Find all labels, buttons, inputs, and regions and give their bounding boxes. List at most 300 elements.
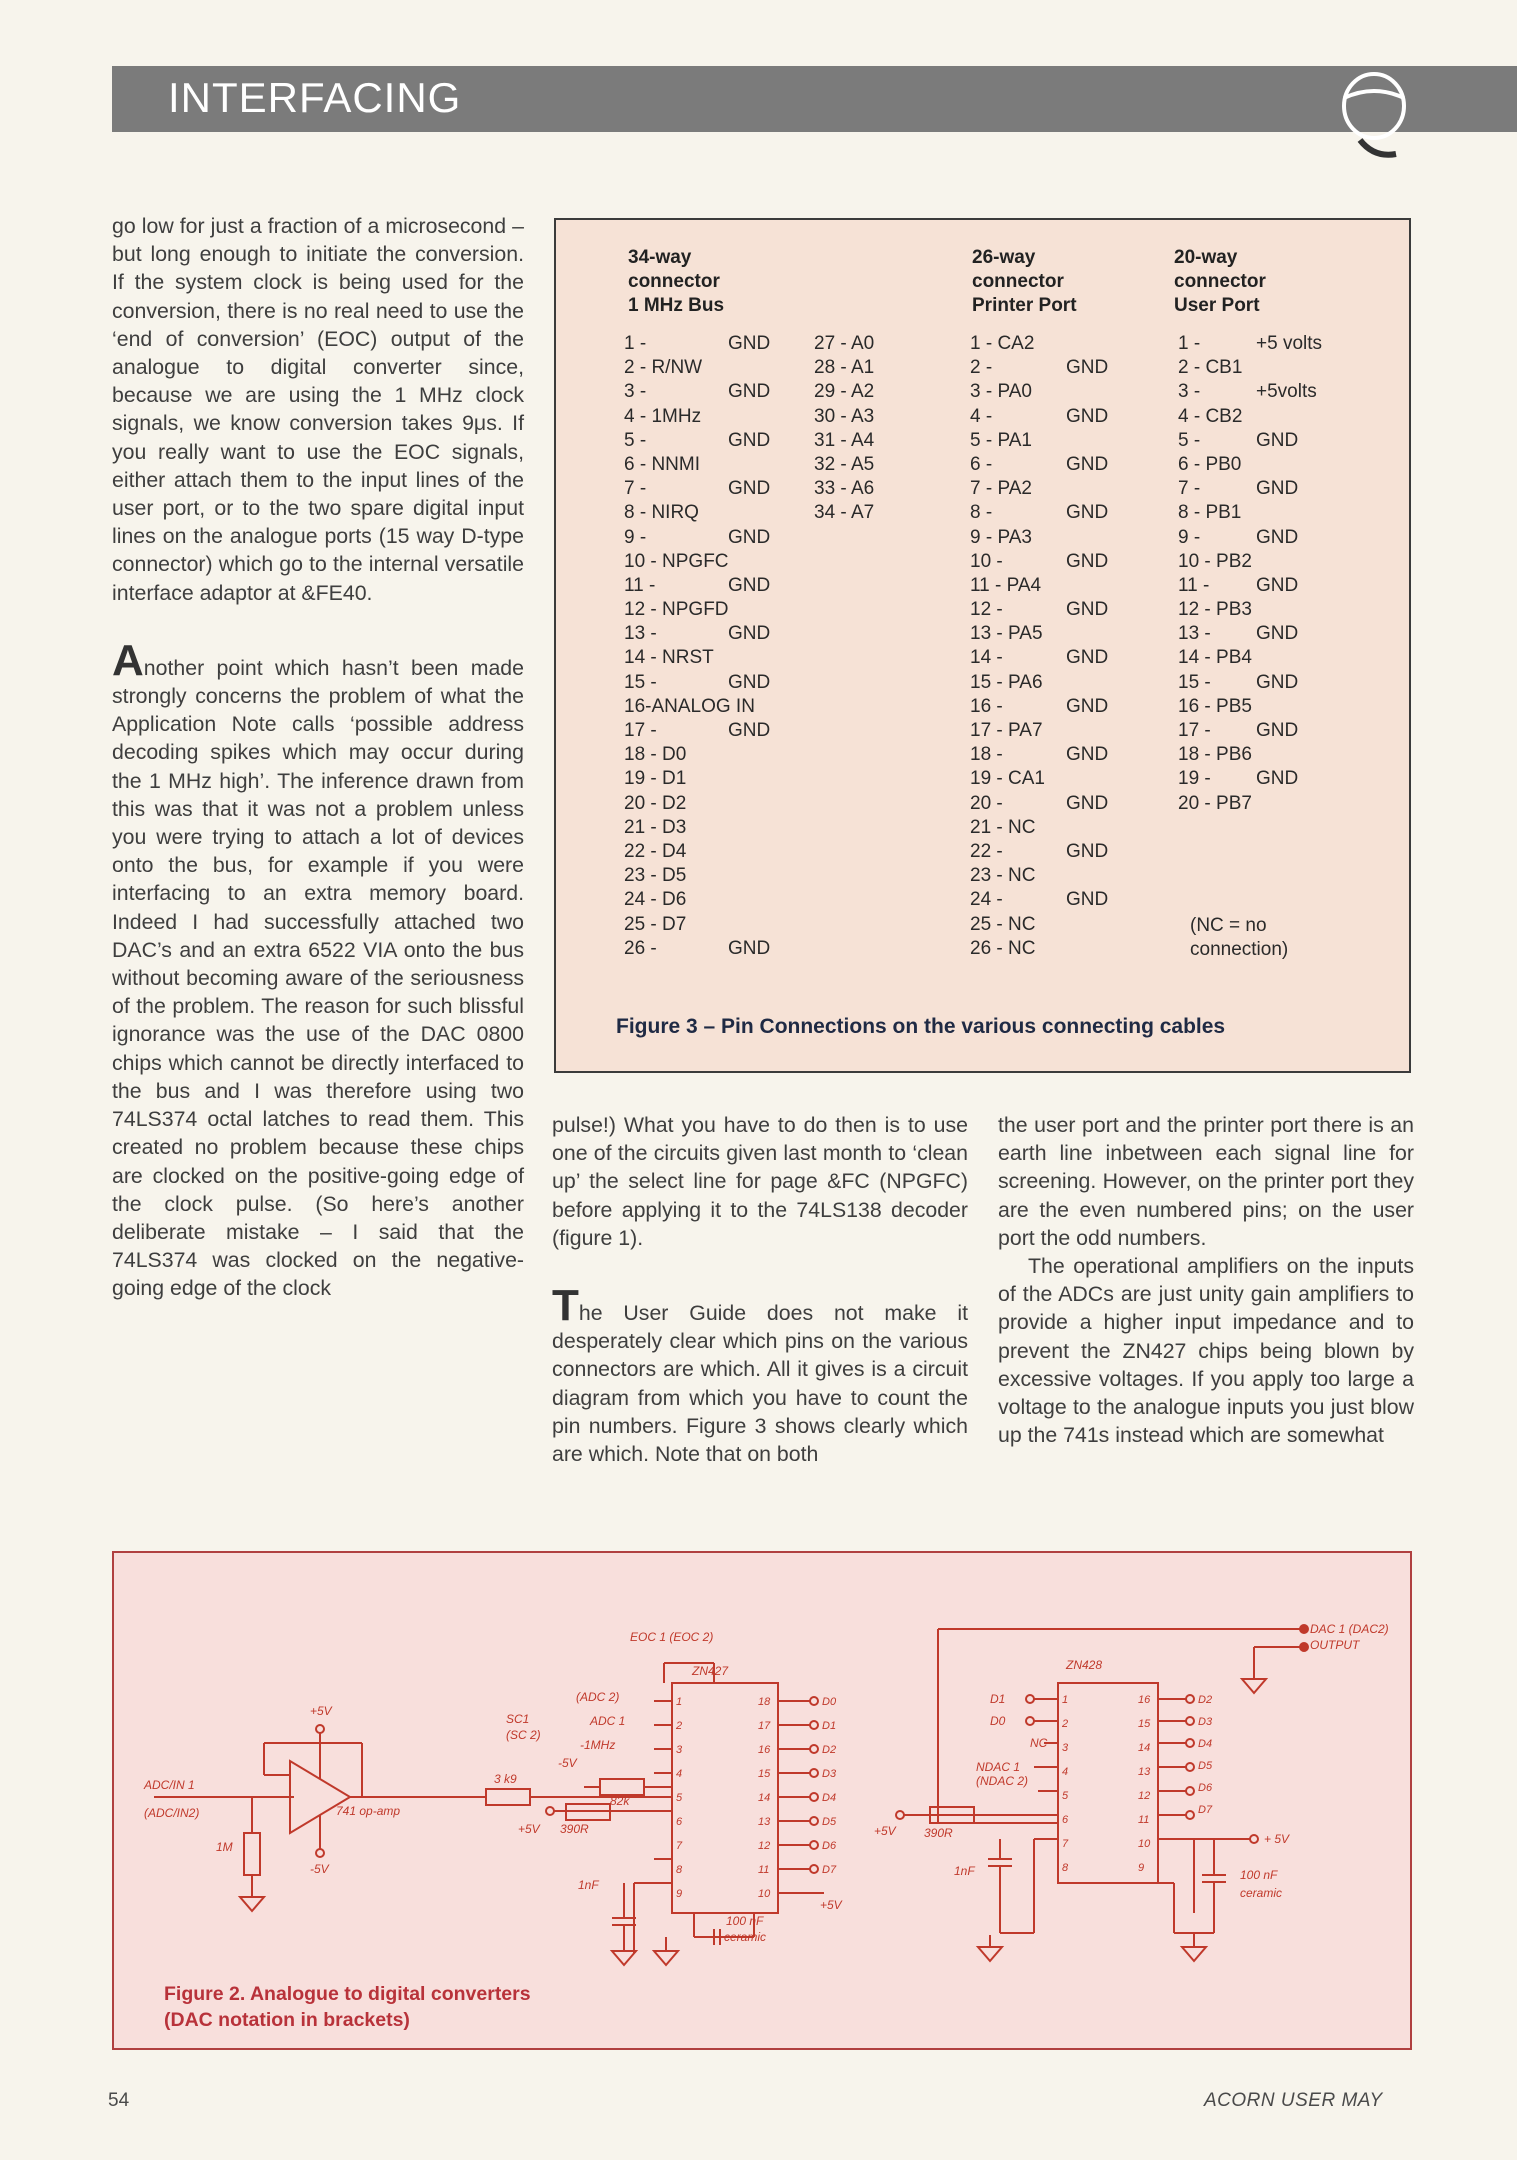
zn428-pin-number: 14: [1138, 1742, 1151, 1754]
plus5v-b-label: +5V: [518, 1822, 540, 1836]
pin-signal: GND: [728, 526, 771, 548]
pin-row: [814, 380, 914, 404]
page-number: 54: [108, 2090, 130, 2111]
pin-signal: GND: [1256, 429, 1299, 451]
pin-row: [1178, 501, 1358, 525]
bus-pin-list: [624, 332, 774, 961]
zn427-pin-number: 13: [758, 1816, 771, 1828]
note-line: (NC = no: [1190, 915, 1267, 936]
pin-row: [814, 356, 914, 380]
text-column-middle: [552, 1111, 968, 1468]
bus-header: [628, 246, 724, 318]
pin-row: [1178, 719, 1358, 743]
zn428-data-label: D2: [1198, 1694, 1213, 1706]
zn428-label: ZN428: [1066, 1658, 1103, 1672]
pin-signal: GND: [1256, 478, 1299, 500]
zn428-pin-number: 13: [1138, 1766, 1151, 1778]
pin-row: [1178, 332, 1358, 356]
pin-row: [624, 888, 774, 912]
nc-note: [1190, 914, 1288, 962]
pin-label: 10 -: [970, 550, 1003, 572]
pin-row: [1178, 453, 1358, 477]
pin-label: 32 - A5: [814, 453, 875, 475]
capacitor-100nf-label: 100 nF: [726, 1914, 764, 1928]
pin-label: 11 -: [624, 574, 656, 596]
pin-row: [970, 816, 1120, 840]
pin-row: [1178, 598, 1358, 622]
zn428-pin-number: 10: [1138, 1838, 1151, 1850]
pin-row: [624, 816, 774, 840]
drop-cap: T: [552, 1281, 579, 1331]
plus5v-d-label: + 5V: [1264, 1832, 1290, 1846]
pin-label: 25 - NC: [970, 913, 1036, 935]
zn427-pin-number: 15: [758, 1768, 771, 1780]
zn428-pin-number: 11: [1138, 1814, 1150, 1826]
pin-row: [970, 864, 1120, 888]
pin-signal: GND: [728, 623, 771, 645]
capacitor-100nf-b-label: 100 nF: [1240, 1868, 1278, 1882]
pin-row: [814, 405, 914, 429]
pin-label: 16 - PB5: [1178, 695, 1252, 717]
header-line: Printer Port: [972, 295, 1077, 316]
pin-row: [624, 429, 774, 453]
pin-label: 4 - CB2: [1178, 405, 1243, 427]
pin-row: [970, 622, 1120, 646]
pin-label: 28 - A1: [814, 357, 875, 379]
zn428-pin-number: 1: [1062, 1694, 1069, 1706]
pin-row: [1178, 526, 1358, 550]
zn428-pin-number: 15: [1138, 1718, 1151, 1730]
mhz-label: -1MHz: [580, 1738, 616, 1752]
capacitor-1nf-b-label: 1nF: [954, 1864, 975, 1878]
header-line: connector: [972, 271, 1064, 292]
pin-row: [1178, 380, 1358, 404]
zn427-output-label: D1: [822, 1720, 837, 1732]
pin-row: [970, 405, 1120, 429]
pin-signal: +5 volts: [1256, 333, 1323, 354]
pin-row: [624, 501, 774, 525]
pin-signal: GND: [728, 381, 771, 403]
pin-row: [624, 743, 774, 767]
pin-label: 21 - D3: [624, 816, 687, 838]
pin-row: [1178, 767, 1358, 791]
pin-label: 13 - PA5: [970, 623, 1043, 645]
magazine-name: ACORN USER MAY: [1204, 2090, 1383, 2111]
pin-label: 11 - PA4: [970, 574, 1042, 596]
user-pin-list: [1178, 332, 1358, 816]
bus-pin-list-2: [814, 332, 914, 526]
pin-label: 4 -: [970, 405, 993, 427]
pin-row: [970, 332, 1120, 356]
dac-output-label: DAC 1 (DAC2): [1310, 1622, 1389, 1636]
pin-label: 27 - A0: [814, 333, 875, 354]
adc2-label: (ADC 2): [576, 1690, 620, 1704]
pin-label: 12 -: [970, 599, 1003, 621]
pin-signal: GND: [1256, 574, 1299, 596]
pin-label: 18 - D0: [624, 744, 687, 766]
pin-row: [970, 453, 1120, 477]
header-line: 1 MHz Bus: [628, 295, 725, 316]
pin-signal: GND: [1256, 720, 1299, 741]
input-label: ADC/IN 1: [144, 1778, 195, 1792]
acorn-logo-icon: [1330, 62, 1420, 160]
pin-row: [624, 550, 774, 574]
pin-label: 6 - PB0: [1178, 453, 1242, 475]
pin-row: [970, 792, 1120, 816]
pin-label: 24 - D6: [624, 889, 687, 911]
pin-row: [624, 526, 774, 550]
d0-label: D0: [990, 1714, 1006, 1728]
d1-label: D1: [990, 1692, 1006, 1706]
pin-label: 9 - PA3: [970, 526, 1032, 548]
pin-label: 6 - NNMI: [624, 453, 700, 475]
zn428-data-label: D3: [1198, 1716, 1213, 1728]
pin-row: [970, 501, 1120, 525]
eoc-label: EOC 1 (EOC 2): [630, 1630, 714, 1644]
zn428-data-label: D6: [1198, 1782, 1213, 1794]
pin-row: [970, 719, 1120, 743]
pin-signal: GND: [728, 720, 771, 741]
zn427-pin-number: 2: [676, 1720, 683, 1732]
zn427-pin-number: 6: [676, 1816, 683, 1828]
sc1-label: SC1: [506, 1712, 530, 1726]
paragraph: go low for just a fraction of a microsecond – but long enough to initiate the conversion. If the system clock is being used for the conversion, there is no real need to use the ‘end of conversion’ (EOC) output of the analogue to digital converter since, because we are using the 1 MHz clock signals, we know conversion takes 9μs. If you really want to use the EOC signals, either attach them to the input lines of the user port, or to the two spare digital input lines on the analogue ports (15 way D-type connector) which go to the internal versatile interface adaptor at &FE40.: [112, 214, 524, 605]
pin-label: 1 -: [624, 333, 647, 354]
zn428-data-label: D5: [1198, 1760, 1213, 1772]
minus5v-label: -5V: [310, 1862, 329, 1876]
header-line: 20-way: [1174, 247, 1238, 268]
pin-row: [970, 888, 1120, 912]
zn427-pin-number: 9: [676, 1888, 683, 1900]
adc1-label: ADC 1: [590, 1714, 626, 1728]
pin-row: [970, 913, 1120, 937]
pin-row: [624, 380, 774, 404]
header-line: 26-way: [972, 247, 1036, 268]
zn428-data-label: D7: [1198, 1804, 1213, 1816]
pin-row: [814, 332, 914, 356]
pin-signal: GND: [1066, 405, 1109, 427]
pin-row: [624, 477, 774, 501]
pin-signal: GND: [1066, 889, 1109, 911]
pin-label: 24 -: [970, 889, 1003, 911]
text-column-right: [998, 1111, 1414, 1449]
pin-label: 5 -: [624, 429, 647, 451]
pin-signal: GND: [1066, 599, 1109, 621]
zn427-pin-number: 1: [676, 1696, 683, 1708]
pin-signal: GND: [1256, 768, 1299, 790]
pin-label: 18 - PB6: [1178, 744, 1252, 766]
pin-signal: GND: [728, 478, 771, 500]
pin-label: 19 -: [1178, 768, 1211, 790]
pin-row: [624, 937, 774, 961]
pin-label: 8 - NIRQ: [624, 502, 699, 524]
pin-signal: GND: [1066, 357, 1109, 379]
pin-row: [970, 380, 1120, 404]
pin-label: 16-ANALOG IN: [624, 695, 755, 717]
pin-row: [624, 695, 774, 719]
pin-label: 19 - CA1: [970, 768, 1045, 790]
pin-label: 18 -: [970, 744, 1003, 766]
pin-label: 11 -: [1178, 574, 1210, 596]
pin-row: [624, 767, 774, 791]
zn428-pin-number: 6: [1062, 1814, 1069, 1826]
pin-row: [1178, 477, 1358, 501]
pin-label: 3 -: [1178, 381, 1201, 403]
pin-label: 7 - PA2: [970, 478, 1032, 500]
pin-label: 8 - PB1: [1178, 502, 1242, 524]
zn427-pin-number: 16: [758, 1744, 771, 1756]
pin-row: [624, 405, 774, 429]
pin-label: 22 - D4: [624, 840, 687, 862]
figure-3-caption: Figure 3 – Pin Connections on the various connecting cables: [616, 1015, 1226, 1038]
pin-label: 1 -: [1178, 333, 1201, 354]
pin-label: 3 - PA0: [970, 381, 1032, 403]
capacitor-1nf-label: 1nF: [578, 1878, 599, 1892]
zn427-pin-number: 10: [758, 1888, 771, 1900]
paragraph-dropcap: [112, 635, 524, 1303]
pin-row: [1178, 550, 1358, 574]
zn427-pin-number: 7: [676, 1840, 683, 1852]
opamp-label: 741 op-amp: [336, 1804, 401, 1818]
pin-label: 17 -: [624, 720, 657, 741]
pin-row: [970, 356, 1120, 380]
pin-row: [970, 550, 1120, 574]
pin-row: [1178, 429, 1358, 453]
pin-label: 15 -: [1178, 671, 1211, 693]
plus5v-out-label: +5V: [820, 1898, 842, 1912]
ceramic-b-label: ceramic: [1240, 1886, 1283, 1900]
header-line: 34-way: [628, 247, 692, 268]
pin-label: 17 - PA7: [970, 720, 1043, 741]
pin-row: [624, 453, 774, 477]
zn427-label: ZN427: [692, 1664, 729, 1678]
pin-label: 2 - R/NW: [624, 357, 703, 379]
pin-label: 17 -: [1178, 720, 1211, 741]
pin-label: 14 - NRST: [624, 647, 714, 669]
printer-header: [972, 246, 1077, 318]
pin-label: 10 - NPGFC: [624, 550, 729, 572]
pin-row: [1178, 646, 1358, 670]
pin-row: [814, 453, 914, 477]
pin-label: 20 - PB7: [1178, 792, 1252, 814]
pin-signal: GND: [1256, 526, 1299, 548]
pin-row: [624, 792, 774, 816]
pin-row: [1178, 792, 1358, 816]
section-title: INTERFACING: [168, 74, 462, 121]
pin-row: [1178, 622, 1358, 646]
pin-row: [624, 598, 774, 622]
user-header: [1174, 246, 1266, 318]
pin-signal: GND: [1066, 744, 1109, 766]
ceramic-label: ceramic: [724, 1930, 767, 1944]
pin-label: 4 - 1MHz: [624, 405, 702, 427]
pin-row: [1178, 356, 1358, 380]
pin-signal: GND: [728, 937, 771, 959]
zn428-pin-number: 2: [1062, 1718, 1069, 1730]
zn427-pin-number: 5: [676, 1792, 683, 1804]
pin-row: [970, 429, 1120, 453]
pin-row: [1178, 574, 1358, 598]
pin-label: 15 -: [624, 671, 657, 693]
pin-label: 13 -: [624, 623, 657, 645]
drop-cap: A: [112, 635, 144, 685]
pin-row: [970, 671, 1120, 695]
pin-row: [970, 574, 1120, 598]
pin-label: 26 - NC: [970, 937, 1036, 959]
pin-row: [970, 743, 1120, 767]
zn427-pin-number: 8: [676, 1864, 683, 1876]
pin-label: 14 - PB4: [1178, 647, 1252, 669]
zn427-output-label: D5: [822, 1816, 837, 1828]
ndac2-label: (NDAC 2): [976, 1774, 1029, 1788]
zn428-data-label: D4: [1198, 1738, 1213, 1750]
pin-row: [624, 574, 774, 598]
output-label: OUTPUT: [1310, 1638, 1360, 1652]
paragraph: the user port and the printer port there is an earth line inbetween each signal line for screening. However, on the printer port they are the even numbered pins; on the user port the odd numbers.: [998, 1113, 1414, 1250]
figure-2-schematic: [112, 1551, 1412, 2050]
paragraph: The operational amplifiers on the inputs of the ADCs are just unity gain amplifiers to provide a higher input impedance and to prevent the ZN427 chips being blown by excessive voltages. If you apply too large a voltage to the analogue inputs you just blow up the 741s instead which are somewhat: [998, 1254, 1414, 1448]
pin-row: [624, 864, 774, 888]
pin-signal: GND: [1066, 647, 1109, 669]
zn428-pin-number: 7: [1062, 1838, 1069, 1850]
pin-label: 9 -: [624, 526, 647, 548]
pin-signal: +5volts: [1256, 381, 1317, 403]
pin-row: [970, 767, 1120, 791]
sc2-label: (SC 2): [506, 1728, 541, 1742]
pin-signal: GND: [1066, 453, 1109, 475]
pin-label: 2 - CB1: [1178, 357, 1243, 379]
pin-label: 10 - PB2: [1178, 550, 1252, 572]
minus5v-b-label: -5V: [558, 1756, 577, 1770]
zn428-pin-number: 9: [1138, 1862, 1145, 1874]
pin-label: 20 -: [970, 792, 1003, 814]
pin-label: 1 - CA2: [970, 333, 1035, 354]
pin-label: 30 - A3: [814, 405, 875, 427]
zn428-pin-number: 16: [1138, 1694, 1151, 1706]
pin-row: [814, 477, 914, 501]
pin-label: 29 - A2: [814, 381, 875, 403]
pin-signal: GND: [1066, 840, 1109, 862]
pin-label: 15 - PA6: [970, 671, 1043, 693]
pin-row: [624, 913, 774, 937]
pin-signal: GND: [728, 574, 771, 596]
caption-line: Figure 2. Analogue to digital converters: [164, 1983, 531, 2005]
pin-row: [624, 332, 774, 356]
ndac-label: NDAC 1: [976, 1760, 1021, 1774]
pin-row: [970, 477, 1120, 501]
pin-row: [970, 646, 1120, 670]
zn427-pin-number: 11: [758, 1864, 770, 1876]
pin-label: 6 -: [970, 453, 993, 475]
pin-label: 5 -: [1178, 429, 1201, 451]
zn428-pin-number: 8: [1062, 1862, 1069, 1874]
pin-label: 23 - D5: [624, 865, 687, 887]
resistor-3k9-label: 3 k9: [494, 1772, 517, 1786]
pin-row: [1178, 695, 1358, 719]
pin-label: 9 -: [1178, 526, 1201, 548]
zn428-pin-number: 12: [1138, 1790, 1151, 1802]
zn428-pin-number: 4: [1062, 1766, 1069, 1778]
resistor-390-label: 390R: [560, 1822, 589, 1836]
pin-label: 20 - D2: [624, 792, 687, 814]
zn427-output-label: D6: [822, 1840, 837, 1852]
pin-row: [970, 937, 1120, 961]
printer-pin-list: [970, 332, 1120, 961]
zn427-pin-number: 4: [676, 1768, 683, 1780]
resistor-390b-label: 390R: [924, 1826, 953, 1840]
header-line: User Port: [1174, 295, 1260, 316]
pin-row: [970, 695, 1120, 719]
pin-label: 14 -: [970, 647, 1003, 669]
pin-signal: GND: [1066, 502, 1109, 524]
figure-3-pin-table: [554, 218, 1411, 1073]
pin-row: [970, 526, 1120, 550]
pin-label: 12 - NPGFD: [624, 599, 729, 621]
pin-label: 33 - A6: [814, 478, 875, 500]
zn427-output-label: D2: [822, 1744, 837, 1756]
pin-row: [624, 840, 774, 864]
pin-signal: GND: [1066, 792, 1109, 814]
pin-row: [624, 719, 774, 743]
paragraph-text: he User Guide does not make it desperately clear which pins on the various connectors are which. All it gives is a circuit diagram from which you have to count the pin numbers. Figure 3 shows clearly which are which. Note that on both: [552, 1301, 968, 1467]
pin-label: 26 -: [624, 937, 657, 959]
pin-signal: GND: [1066, 695, 1109, 717]
section-banner: [112, 66, 1517, 132]
pin-row: [624, 622, 774, 646]
pin-signal: GND: [728, 429, 771, 451]
pin-signal: GND: [728, 333, 771, 354]
pin-label: 7 -: [1178, 478, 1201, 500]
pin-label: 13 -: [1178, 623, 1211, 645]
zn428-pin-number: 5: [1062, 1790, 1069, 1802]
plus5v-c-label: +5V: [874, 1824, 896, 1838]
nc-label: NC: [1030, 1736, 1048, 1750]
pin-label: 8 -: [970, 502, 993, 524]
zn427-output-label: D4: [822, 1792, 837, 1804]
pin-label: 12 - PB3: [1178, 599, 1252, 621]
figure-2-caption: [164, 1981, 531, 2033]
pin-label: 34 - A7: [814, 502, 875, 524]
header-line: connector: [628, 271, 720, 292]
text-column-left: [112, 212, 524, 1303]
pin-row: [1178, 743, 1358, 767]
paragraph-dropcap: [552, 1281, 968, 1468]
pin-row: [624, 646, 774, 670]
paragraph-text: nother point which hasn’t been made strongly concerns the problem of what the Application Note calls ‘possible address decoding spikes which may occur during the 1 MHz high’. The inference drawn from this was that it was not a problem unless you were trying to attach a lot of devices onto the bus, for example if you were interfacing to an extra memory board. Indeed I had successfully attached two DAC’s and an extra 6522 VIA onto the bus without becoming aware of the seriousness of the problem. The reason for such blissful ignorance was the use of the DAC 0800 chips which cannot be directly interfaced to the bus and I was therefore using two 74LS374 octal latches to read them. This created no problem because these chips are clocked on the positive-going edge of the clock pulse. (So here’s another deliberate mistake – I said that the 74LS374 was clocked on the negative-going edge of the clock: [112, 655, 524, 1301]
pin-label: 19 - D1: [624, 768, 687, 790]
input-dac-label: (ADC/IN2): [144, 1806, 200, 1820]
zn427-output-label: D7: [822, 1864, 837, 1876]
zn427-pin-number: 3: [676, 1744, 683, 1756]
pin-row: [624, 356, 774, 380]
pin-label: 16 -: [970, 695, 1003, 717]
zn427-pin-number: 17: [758, 1720, 771, 1732]
note-line: connection): [1190, 939, 1289, 960]
pin-signal: GND: [1256, 671, 1299, 693]
pin-label: 2 -: [970, 357, 993, 379]
zn427-pin-number: 14: [758, 1792, 771, 1804]
pin-signal: GND: [728, 671, 771, 693]
pin-signal: GND: [1256, 623, 1299, 645]
pin-row: [814, 429, 914, 453]
pin-row: [1178, 405, 1358, 429]
pin-label: 3 -: [624, 381, 647, 403]
zn427-output-label: D3: [822, 1768, 837, 1780]
resistor-1m-label: 1M: [216, 1840, 233, 1854]
pin-label: 5 - PA1: [970, 429, 1032, 451]
pin-label: 23 - NC: [970, 865, 1036, 887]
pin-row: [970, 840, 1120, 864]
